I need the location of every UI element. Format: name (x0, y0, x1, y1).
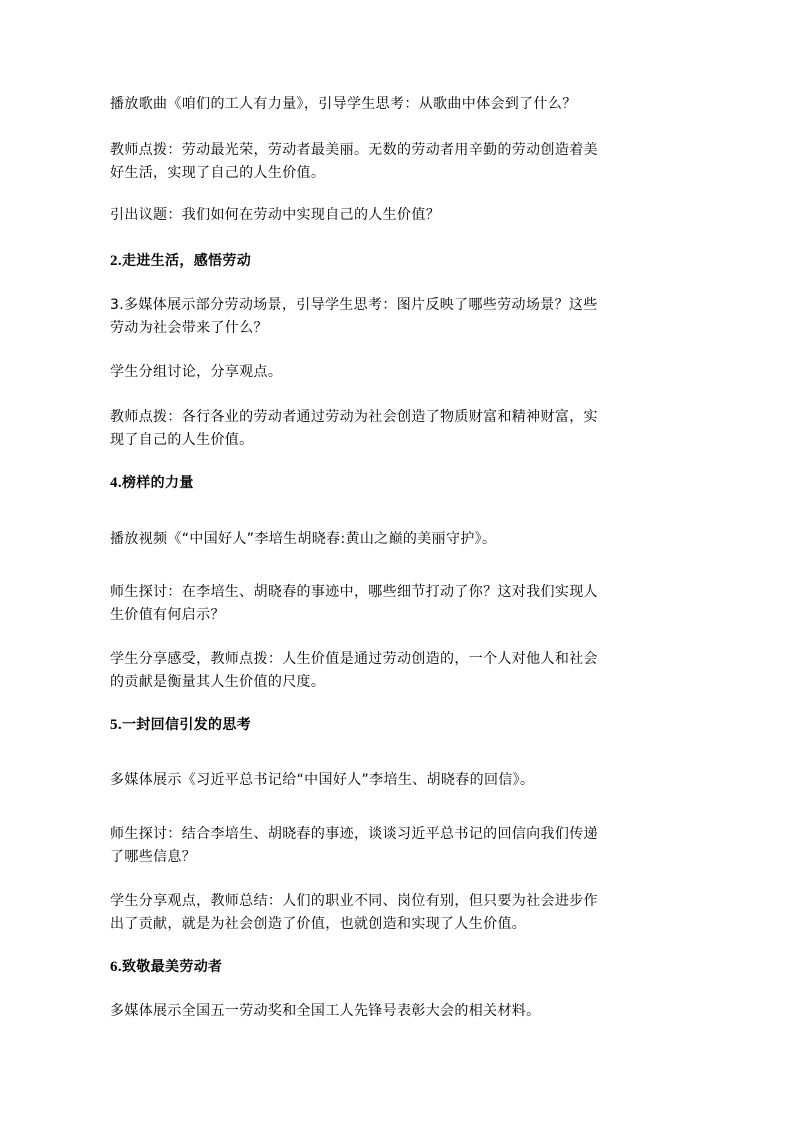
paragraph-teacher-guide-2-line-1: 教师点拨：各行各业的劳动者通过劳动为社会创造了物质财富和精神财富，实 (110, 409, 598, 425)
paragraph-discussion-1-line-2: 生价值有何启示？ (110, 607, 225, 623)
paragraph-student-share-1-line-1: 学生分享感受，教师点拨：人生价值是通过劳动创造的，一个人对他人和社会 (110, 651, 598, 667)
paragraph-commendation: 多媒体展示全国五一劳动奖和全国工人先锋号表彰大会的相关材料。 (110, 1003, 541, 1019)
section-heading-5 (110, 718, 251, 732)
paragraph-teacher-guide-1-line-1: 教师点拨：劳动最光荣，劳动者最美丽。无数的劳动者用辛勤的劳动创造着美 (110, 142, 598, 158)
paragraph-student-share-2-line-2: 出了贡献，就是为社会创造了价值，也就创造和实现了人生价值。 (110, 916, 527, 932)
section-heading-2 (110, 254, 251, 268)
paragraph-discussion-2-line-1: 师生探讨：结合李培生、胡晓春的事迹，谈谈习近平总书记的回信向我们传递 (110, 826, 598, 842)
paragraph-group-discussion: 学生分组讨论，分享观点。 (110, 364, 283, 380)
paragraph-topic: 引出议题：我们如何在劳动中实现自己的人生价值？ (110, 207, 441, 223)
paragraph-student-share-1-line-2: 的贡献是衡量其人生价值的尺度。 (110, 674, 326, 690)
section-number: 2. (110, 253, 122, 269)
section-heading-4 (110, 476, 194, 490)
section-number: 6. (110, 959, 122, 975)
paragraph-teacher-guide-1-line-2: 好生活，实现了自己的人生价值。 (110, 165, 326, 181)
paragraph-discussion-2-line-2: 了哪些信息？ (110, 849, 197, 865)
paragraph-teacher-guide-2-line-2: 现了自己的人生价值。 (110, 432, 254, 448)
section-title: 一封回信引发的思考 (121, 717, 252, 733)
paragraph-video: 播放视频《“中国好人”李培生胡晓春:黄山之巅的美丽守护》。 (110, 531, 497, 547)
section-title: 致敬最美劳动者 (121, 959, 223, 975)
section-number: 4. (110, 475, 122, 491)
paragraph-media-scenes-line-2: 劳动为社会带来了什么？ (110, 320, 268, 336)
paragraph-discussion-1-line-1: 师生探讨：在李培生、胡晓春的事迹中，哪些细节打动了你？这对我们实现人 (110, 584, 598, 600)
section-title: 榜样的力量 (121, 475, 194, 491)
paragraph-student-share-2-line-1: 学生分享观点，教师总结：人们的职业不同、岗位有别，但只要为社会进步作 (110, 893, 598, 909)
paragraph-media-scenes-line-1: 3.多媒体展示部分劳动场景，引导学生思考：图片反映了哪些劳动场景？这些 (110, 297, 598, 313)
section-number: 5. (110, 717, 122, 733)
paragraph-song: 播放歌曲《咱们的工人有力量》，引导学生思考：从歌曲中体会到了什么？ (110, 96, 577, 112)
paragraph-reply-letter: 多媒体展示《习近平总书记给“中国好人”李培生、胡晓春的回信》。 (110, 772, 535, 788)
section-title: 走进生活，感悟劳动 (121, 253, 252, 269)
section-heading-6 (110, 960, 222, 974)
